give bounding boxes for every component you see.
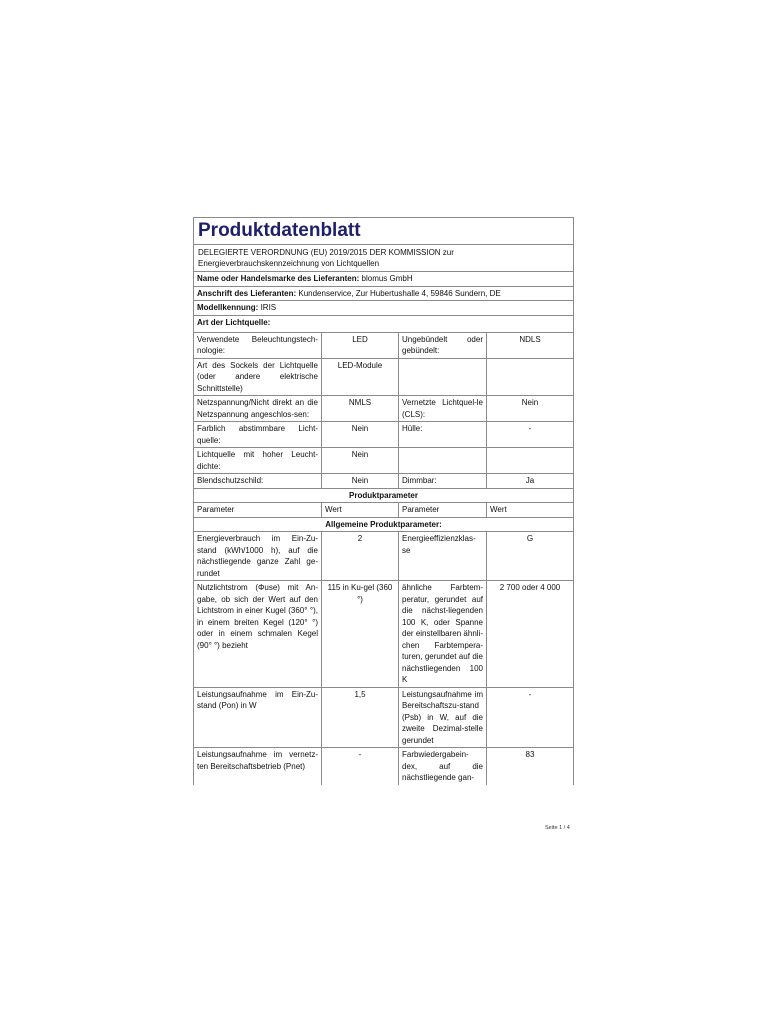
type-label: Dimmbar: [399,474,487,489]
param-label: Leistungsaufnahme im Bereitschaftszu-stand (Psb) in W, auf die zweite Dezimal-stelle gerundet [399,687,487,748]
param-value: 1,5 [322,687,399,748]
column-header-parameter: Parameter [194,503,322,518]
table-row [194,687,574,748]
type-value: NDLS [487,332,574,358]
datasheet-table [193,217,574,785]
table-row [194,422,574,448]
page-title: Produktdatenblatt [194,218,574,245]
table-row [194,748,574,785]
column-header-parameter: Parameter [399,503,487,518]
type-label: Farblich abstimmbare Licht-quelle: [194,422,322,448]
param-value: 2 [322,532,399,581]
type-label: Art des Sockels der Lichtquelle (oder andere elektrische Schnittstelle) [194,358,322,396]
type-value [487,358,574,396]
model-row [194,301,574,316]
type-value [487,448,574,474]
general-parameters-heading-row [194,517,574,532]
product-parameters-heading-row [194,488,574,503]
type-value: LED [322,332,399,358]
param-value: 115 in Ku-gel (360 °) [322,581,399,688]
page-number: Seite 1 / 4 [545,825,570,831]
param-label: Farbwiedergabein-dex, auf die nächstliegende gan- [399,748,487,785]
param-label: Nutzlichtstrom (Φuse) mit An-gabe, ob sich der Wert auf den Lichtstrom in einer Kugel (360° °), in einem breiten Kegel (120° °) oder in einem schmalen Kegel (90° °) bezieht [194,581,322,688]
type-label: Hülle: [399,422,487,448]
table-row [194,358,574,396]
type-value: Nein [322,448,399,474]
supplier-name-row [194,272,574,287]
table-row [194,448,574,474]
type-label: Lichtquelle mit hoher Leucht-dichte: [194,448,322,474]
type-label: Verwendete Beleuchtungstech-nologie: [194,332,322,358]
param-value: - [322,748,399,785]
regulation-row [194,245,574,272]
supplier-name-label: Name oder Handelsmarke des Lieferanten: [197,274,360,283]
type-value: Nein [322,422,399,448]
product-parameters-heading: Produktparameter [194,488,574,503]
table-row [194,396,574,422]
type-value: LED-Module [322,358,399,396]
light-source-type-row [194,315,574,332]
supplier-address-value: Kundenservice, Zur Hubertushalle 4, 59846 Sundern, DE [298,288,501,298]
column-header-value: Wert [322,503,399,518]
supplier-address-row [194,286,574,301]
type-value: - [487,422,574,448]
type-value: NMLS [322,396,399,422]
type-value: Nein [322,474,399,489]
table-row [194,581,574,688]
product-datasheet [193,217,573,785]
supplier-address-label: Anschrift des Lieferanten: [197,288,297,298]
table-row [194,474,574,489]
type-label: Blendschutzschild: [194,474,322,489]
table-row [194,332,574,358]
param-label: Energieverbrauch im Ein-Zu-stand (kWh/1000 h), auf die nächstliegende ganze Zahl ge-rundet [194,532,322,581]
param-label: Leistungsaufnahme im vernetz-ten Bereitschaftsbetrieb (Pnet) [194,748,322,785]
model-label: Modellkennung: [197,303,259,312]
light-source-type-heading: Art der Lichtquelle: [194,315,574,332]
type-label [399,358,487,396]
table-row [194,532,574,581]
regulation-text: DELEGIERTE VERORDNUNG (EU) 2019/2015 DER KOMMISSION zur Energieverbrauchskennzeichnung von Lichtquellen [194,245,574,272]
param-value: 83 [487,748,574,785]
column-header-row [194,503,574,518]
type-label: Ungebündelt oder gebündelt: [399,332,487,358]
param-label: Leistungsaufnahme im Ein-Zu-stand (Pon) in W [194,687,322,748]
model-value: IRIS [260,303,277,312]
type-value: Nein [487,396,574,422]
param-value: 2 700 oder 4 000 [487,581,574,688]
general-parameters-heading: Allgemeine Produktparameter: [194,517,574,532]
param-label: Energieeffizienzklas-se [399,532,487,581]
type-label: Netzspannung/Nicht direkt an die Netzspannung angeschlos-sen: [194,396,322,422]
title-row [194,218,574,245]
type-label: Vernetzte Lichtquel-le (CLS): [399,396,487,422]
param-value: G [487,532,574,581]
type-label [399,448,487,474]
param-label: ähnliche Farbtem-peratur, gerundet auf die nächst-liegenden 100 K, oder Spanne der einstellbaren ähnli-chen Farbtempera-turen, gerundet auf die nächstliegenden 100 K [399,581,487,688]
param-value: - [487,687,574,748]
column-header-value: Wert [487,503,574,518]
supplier-name-value: blomus GmbH [361,274,413,283]
type-value: Ja [487,474,574,489]
